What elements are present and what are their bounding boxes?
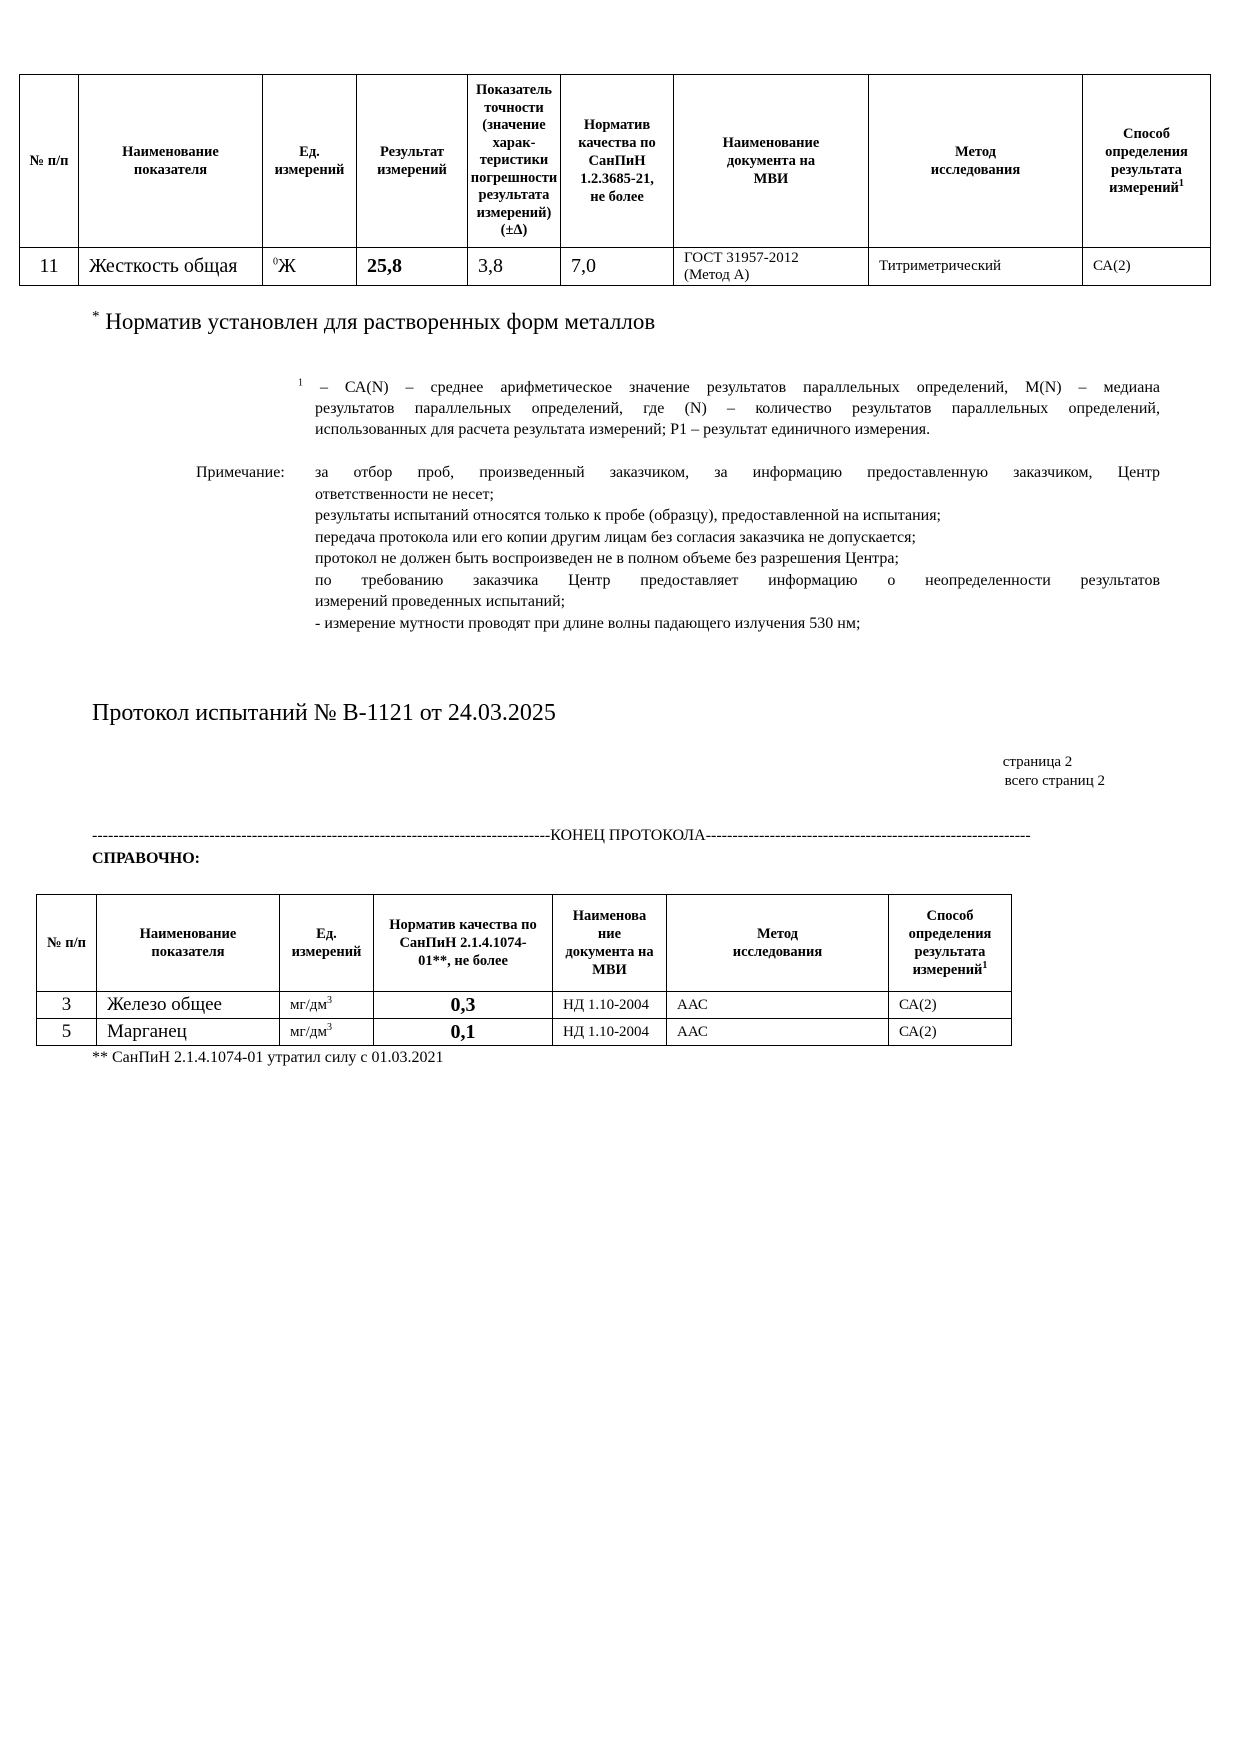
table-row bbox=[20, 248, 1211, 286]
ref-header-way bbox=[889, 895, 1012, 992]
ref-row-unit-sup: 3 bbox=[326, 994, 332, 1006]
row-accuracy: 3,8 bbox=[468, 248, 561, 286]
reference-table bbox=[36, 894, 1012, 1046]
header-name: Наименование показателя bbox=[79, 75, 263, 248]
ref-row-num: 5 bbox=[37, 1019, 97, 1046]
ref-row-unit bbox=[280, 1019, 374, 1046]
header-accuracy: Показатель точности (значение харак-теристики погрешности результата измерений) (±Δ) bbox=[468, 75, 561, 248]
table-row bbox=[37, 992, 1012, 1019]
page-number: страница 2 bbox=[1002, 754, 1073, 770]
header-unit: Ед. измерений bbox=[263, 75, 357, 248]
ref-row-unit-sup: 3 bbox=[326, 1021, 332, 1033]
row-unit-text: Ж bbox=[278, 255, 296, 277]
page-total: всего страниц 2 bbox=[1004, 773, 1105, 789]
ref-row-unit-text: мг/дм bbox=[290, 996, 327, 1013]
ref-header-way-sup: 1 bbox=[982, 960, 988, 972]
note-line-4: передача протокола или его копии другим лицам без согласия заказчика не допускается; bbox=[315, 528, 916, 546]
protocol-title: Протокол испытаний № В-1121 от 24.03.2025 bbox=[92, 700, 556, 726]
header-num: № п/п bbox=[20, 75, 79, 248]
ref-row-way: СА(2) bbox=[889, 1019, 1012, 1046]
ref-header-method: Метод исследования bbox=[667, 895, 889, 992]
ref-row-norm: 0,1 bbox=[374, 1019, 553, 1046]
ref-header-name: Наименование показателя bbox=[97, 895, 280, 992]
ref-row-norm: 0,3 bbox=[374, 992, 553, 1019]
ref-row-name: Железо общее bbox=[97, 992, 280, 1019]
footnote-1 bbox=[298, 377, 1160, 440]
end-of-protocol-line: --------------------------------------------------------------------------------------КОНЕЦ ПРОТОКОЛА------------------------------------------------------------- bbox=[92, 827, 1031, 844]
ref-row-name: Марганец bbox=[97, 1019, 280, 1046]
note-line-1: за отбор проб, произведенный заказчиком, за информацию предоставленную заказчиком, Центр bbox=[315, 464, 1160, 481]
ref-row-doc: НД 1.10-2004 bbox=[553, 1019, 667, 1046]
footnote-star-text: Норматив установлен для растворенных форм металлов bbox=[105, 309, 656, 334]
ref-row-unit bbox=[280, 992, 374, 1019]
ref-header-way-text: Способ определения результата измерений bbox=[908, 908, 992, 978]
ref-row-unit-text: мг/дм bbox=[290, 1023, 327, 1040]
footnote-1-line3: использованных для расчета результата измерений; Р1 – результат единичного измерения. bbox=[315, 421, 931, 438]
header-method: Метод исследования bbox=[869, 75, 1083, 248]
footnote-star-mark: * bbox=[92, 308, 100, 325]
reference-footnote: ** СанПиН 2.1.4.1074-01 утратил силу с 01.03.2021 bbox=[92, 1049, 444, 1066]
ref-row-num: 3 bbox=[37, 992, 97, 1019]
ref-header-num: № п/п bbox=[37, 895, 97, 992]
ref-row-method: ААС bbox=[667, 1019, 889, 1046]
results-table-header bbox=[20, 75, 1211, 248]
header-way-sup: 1 bbox=[1178, 178, 1184, 190]
ref-header-doc: Наименова ние документа на МВИ bbox=[553, 895, 667, 992]
note-line-8: - измерение мутности проводят при длине волны падающего излучения 530 нм; bbox=[315, 614, 861, 632]
ref-row-doc: НД 1.10-2004 bbox=[553, 992, 667, 1019]
row-doc-line2: (Метод А) bbox=[684, 266, 750, 283]
ref-row-way: СА(2) bbox=[889, 992, 1012, 1019]
ref-row-method: ААС bbox=[667, 992, 889, 1019]
footnote-1-first-line bbox=[298, 377, 1160, 398]
row-doc bbox=[674, 248, 869, 286]
row-result: 25,8 bbox=[357, 248, 468, 286]
footnote-star bbox=[92, 309, 655, 335]
page-info bbox=[960, 753, 1105, 791]
note-line-2: ответственности не несет; bbox=[315, 485, 494, 503]
note-line-6: по требованию заказчика Центр предоставляет информацию о неопределенности результатов bbox=[315, 571, 1160, 589]
header-way bbox=[1083, 75, 1211, 248]
row-num: 11 bbox=[20, 248, 79, 286]
row-method: Титриметрический bbox=[869, 248, 1083, 286]
row-unit bbox=[263, 248, 357, 286]
note-line-5: протокол не должен быть воспроизведен не в полном объеме без разрешения Центра; bbox=[315, 550, 899, 567]
footnote-1-line1: – СА(N) – среднее арифметическое значение результатов параллельных определений, М(N) – медиана bbox=[319, 379, 1160, 396]
header-doc: Наименование документа на МВИ bbox=[674, 75, 869, 248]
header-way-text: Способ определения результата измерений bbox=[1105, 126, 1188, 196]
row-name: Жесткость общая bbox=[79, 248, 263, 286]
note-label: Примечание: bbox=[196, 464, 285, 481]
header-result: Результат измерений bbox=[357, 75, 468, 248]
note-block bbox=[315, 462, 1160, 634]
row-unit-sup: 0 bbox=[273, 256, 278, 268]
table-row bbox=[37, 1019, 1012, 1046]
reference-table-header bbox=[37, 895, 1012, 992]
footnote-1-mark: 1 bbox=[298, 377, 303, 389]
ref-header-unit: Ед. измерений bbox=[280, 895, 374, 992]
note-line-3: результаты испытаний относятся только к пробе (образцу), предоставленной на испытания; bbox=[315, 507, 941, 524]
footnote-1-line2: результатов параллельных определений, где (N) – количество результатов параллельных определений, bbox=[315, 400, 1160, 417]
note-line-7: измерений проведенных испытаний; bbox=[315, 593, 566, 610]
results-table bbox=[19, 74, 1211, 286]
reference-title: СПРАВОЧНО: bbox=[92, 850, 200, 867]
header-norm: Норматив качества по СанПиН 1.2.3685-21, не более bbox=[561, 75, 674, 248]
row-norm: 7,0 bbox=[561, 248, 674, 286]
row-way: СА(2) bbox=[1083, 248, 1211, 286]
row-doc-line1: ГОСТ 31957-2012 bbox=[684, 249, 799, 266]
ref-header-norm: Норматив качества по СанПиН 2.1.4.1074-01**, не более bbox=[374, 895, 553, 992]
